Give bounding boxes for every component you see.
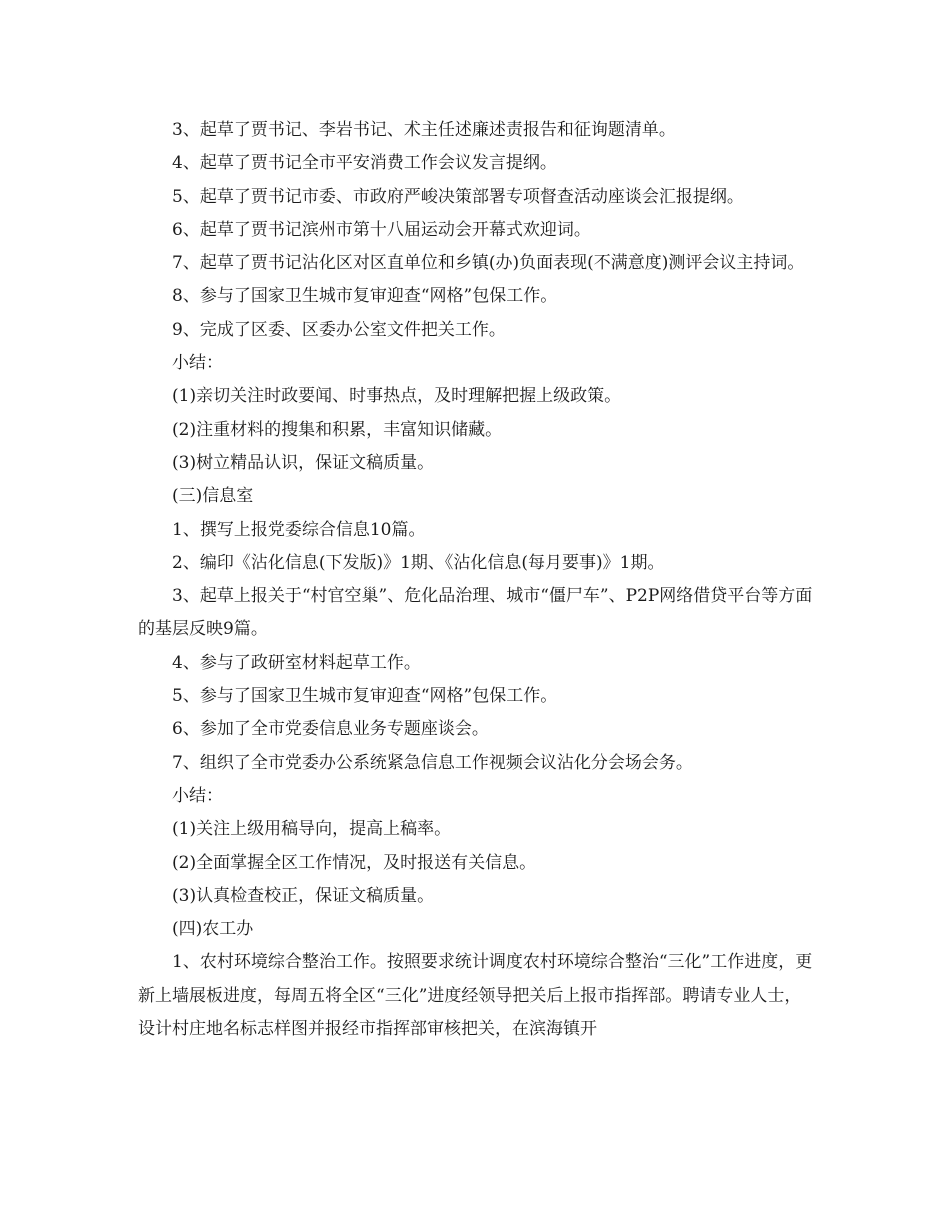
- paragraph: (3)认真检查校正，保证文稿质量。: [172, 885, 435, 906]
- paragraph: 6、参加了全市党委信息业务专题座谈会。: [172, 719, 489, 740]
- paragraph: 7、组织了全市党委办公系统紧急信息工作视频会议沾化分会场会务。: [172, 752, 693, 773]
- paragraph: 5、参与了国家卫生城市复审迎查“网格”包保工作。: [172, 686, 558, 707]
- paragraph: 5、起草了贾书记市委、市政府严峻决策部署专项督查活动座谈会汇报提纲。: [172, 186, 744, 207]
- document-body: [138, 114, 813, 1046]
- paragraph: 9、完成了区委、区委办公室文件把关工作。: [172, 319, 506, 340]
- paragraph: 2、编印《沾化信息(下发版)》1期、《沾化信息(每月要事)》1期。: [172, 552, 665, 573]
- paragraph: 7、起草了贾书记沾化区对区直单位和乡镇(办)负面表现(不满意度)测评会议主持词。: [172, 253, 805, 274]
- section-summary-label: 小结：: [172, 785, 223, 806]
- paragraph: (2)全面掌握全区工作情况，及时报送有关信息。: [172, 852, 537, 873]
- section-heading: (四)农工办: [172, 919, 254, 940]
- paragraph: (3)树立精品认识，保证文稿质量。: [172, 452, 435, 473]
- section-heading: (三)信息室: [172, 486, 254, 507]
- paragraph: 8、参与了国家卫生城市复审迎查“网格”包保工作。: [172, 286, 558, 307]
- paragraph: 6、起草了贾书记滨州市第十八届运动会开幕式欢迎词。: [172, 219, 591, 240]
- paragraph: 3、起草上报关于“村官空巢”、危化品治理、城市“僵尸车”、P2P网络借贷平台等方面的基层反映9篇。: [138, 586, 813, 640]
- paragraph: 1、撰写上报党委综合信息10篇。: [172, 519, 426, 540]
- paragraph: 3、起草了贾书记、李岩书记、术主任述廉述责报告和征询题清单。: [172, 120, 676, 140]
- paragraph: (1)亲切关注时政要闻、时事热点，及时理解把握上级政策。: [172, 386, 622, 407]
- paragraph: 1、农村环境综合整治工作。按照要求统计调度农村环境综合整治“三化”工作进度，更新上墙展板进度，每周五将全区“三化”进度经领导把关后上报市指挥部。聘请专业人士，设计村庄地名标志样图并报经市指挥部审核把关，在滨海镇开: [138, 952, 813, 1040]
- paragraph: (2)注重材料的搜集和积累，丰富知识储藏。: [172, 419, 503, 440]
- paragraph: 4、起草了贾书记全市平安消费工作会议发言提纲。: [172, 153, 557, 174]
- paragraph: (1)关注上级用稿导向，提高上稿率。: [172, 819, 452, 840]
- paragraph: 4、参与了政研室材料起草工作。: [172, 652, 421, 673]
- section-summary-label: 小结：: [172, 353, 223, 374]
